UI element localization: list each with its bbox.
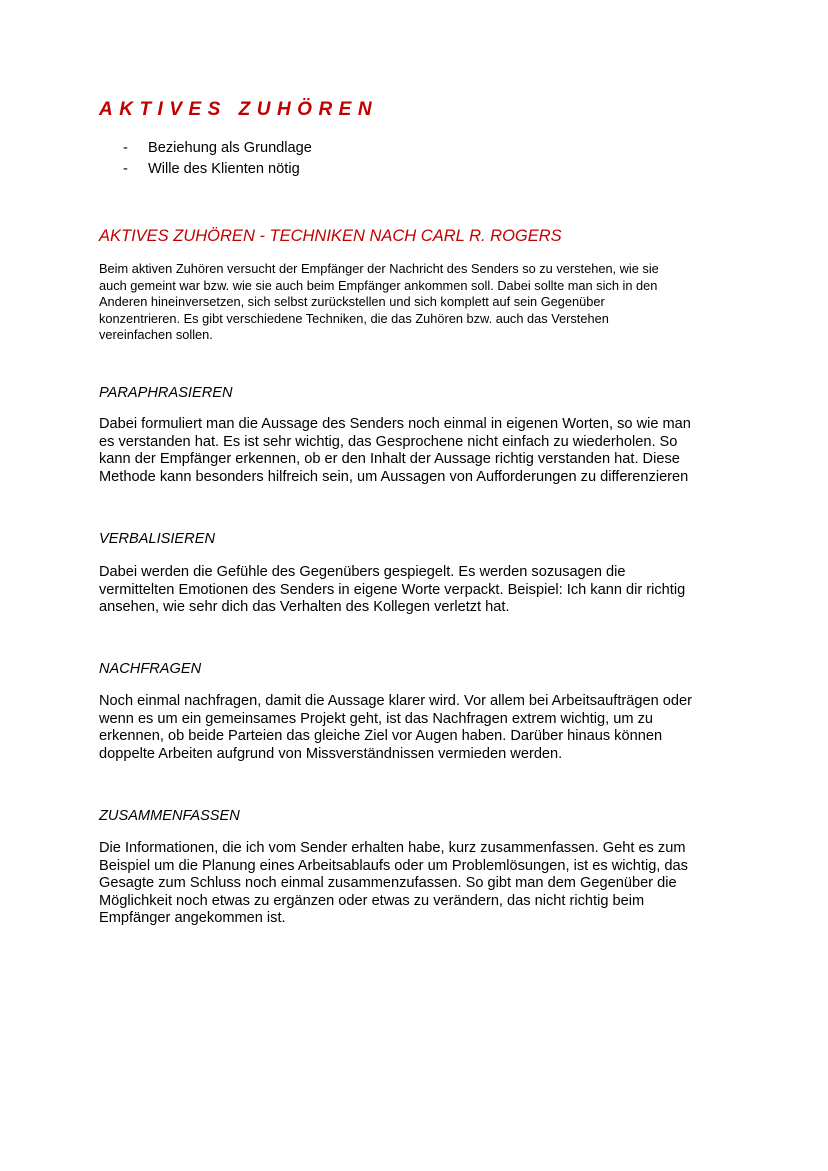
section-text-zusammenfassen: Die Informationen, die ich vom Sender erhalten habe, kurz zusammenfassen. Geht es zum Beispiel um die Planung eines Arbeitsablaufs oder um Problemlösungen, ist es wichtig, das Gesagte zum Schluss noch einmal zusammenzufassen. So gibt man dem Gegenüber die Möglichkeit noch etwas zu ergänzen oder etwas zu verändern, das nicht richtig beim Empfänger angekommen ist.: [99, 840, 688, 926]
section-heading-nachfragen: NACHFRAGEN: [99, 661, 202, 677]
section-heading-zusammenfassen: ZUSAMMENFASSEN: [99, 808, 240, 824]
document-title: AKTIVES ZUHÖREN: [99, 99, 379, 120]
section-text-paraphrasieren: Dabei formuliert man die Aussage des Senders noch einmal in eigenen Worten, so wie man es verstanden hat. Es ist sehr wichtig, das Gesprochene nicht einfach zu wiederholen. So kann der Empfänger erkennen, ob er den Inhalt der Aussage richtig verstanden hat. Diese Methode kann besonders hilfreich sein, um Aussagen von Aufforderungen zu differenzieren: [99, 416, 691, 485]
section-text-nachfragen: Noch einmal nachfragen, damit die Aussage klarer wird. Vor allem bei Arbeitsaufträgen oder wenn es um ein gemeinsames Projekt geht, ist das Nachfragen extrem wichtig, um zu erkennen, ob beide Parteien das gleiche Ziel vor Augen haben. Darüber hinaus können doppelte Arbeiten aufgrund von Missverständnissen vermieden werden.: [99, 693, 692, 762]
bullet-marker: -: [123, 140, 128, 156]
bullet-item: [118, 159, 312, 180]
bullet-text: Wille des Klienten nötig: [148, 161, 300, 177]
section-heading-paraphrasieren: PARAPHRASIEREN: [99, 385, 233, 401]
section-text-verbalisieren: Dabei werden die Gefühle des Gegenübers gespiegelt. Es werden sozusagen die vermittelten Emotionen des Senders in eigene Worte verpackt. Beispiel: Ich kann dir richtig ansehen, wie sehr dich das Verhalten des Kollegen verletzt hat.: [99, 564, 686, 615]
bullet-text: Beziehung als Grundlage: [148, 140, 312, 156]
bullet-list: [118, 138, 312, 180]
bullet-item: [118, 138, 312, 159]
document-subtitle: AKTIVES ZUHÖREN - TECHNIKEN NACH CARL R. ROGERS: [99, 227, 562, 245]
intro-paragraph: Beim aktiven Zuhören versucht der Empfänger der Nachricht des Senders so zu verstehen, wie sie auch gemeint war bzw. wie sie auch beim Empfänger ankommen soll. Dabei sollte man sich in den Anderen hineinversetzen, sich selbst zurückstellen und sich komplett auf sein Gegenüber konzentrieren. Es gibt verschiedene Techniken, die das Zuhören bzw. auch das Verstehen vereinfachen sollen.: [99, 261, 659, 342]
bullet-marker: -: [123, 161, 128, 177]
section-heading-verbalisieren: VERBALISIEREN: [99, 531, 215, 547]
